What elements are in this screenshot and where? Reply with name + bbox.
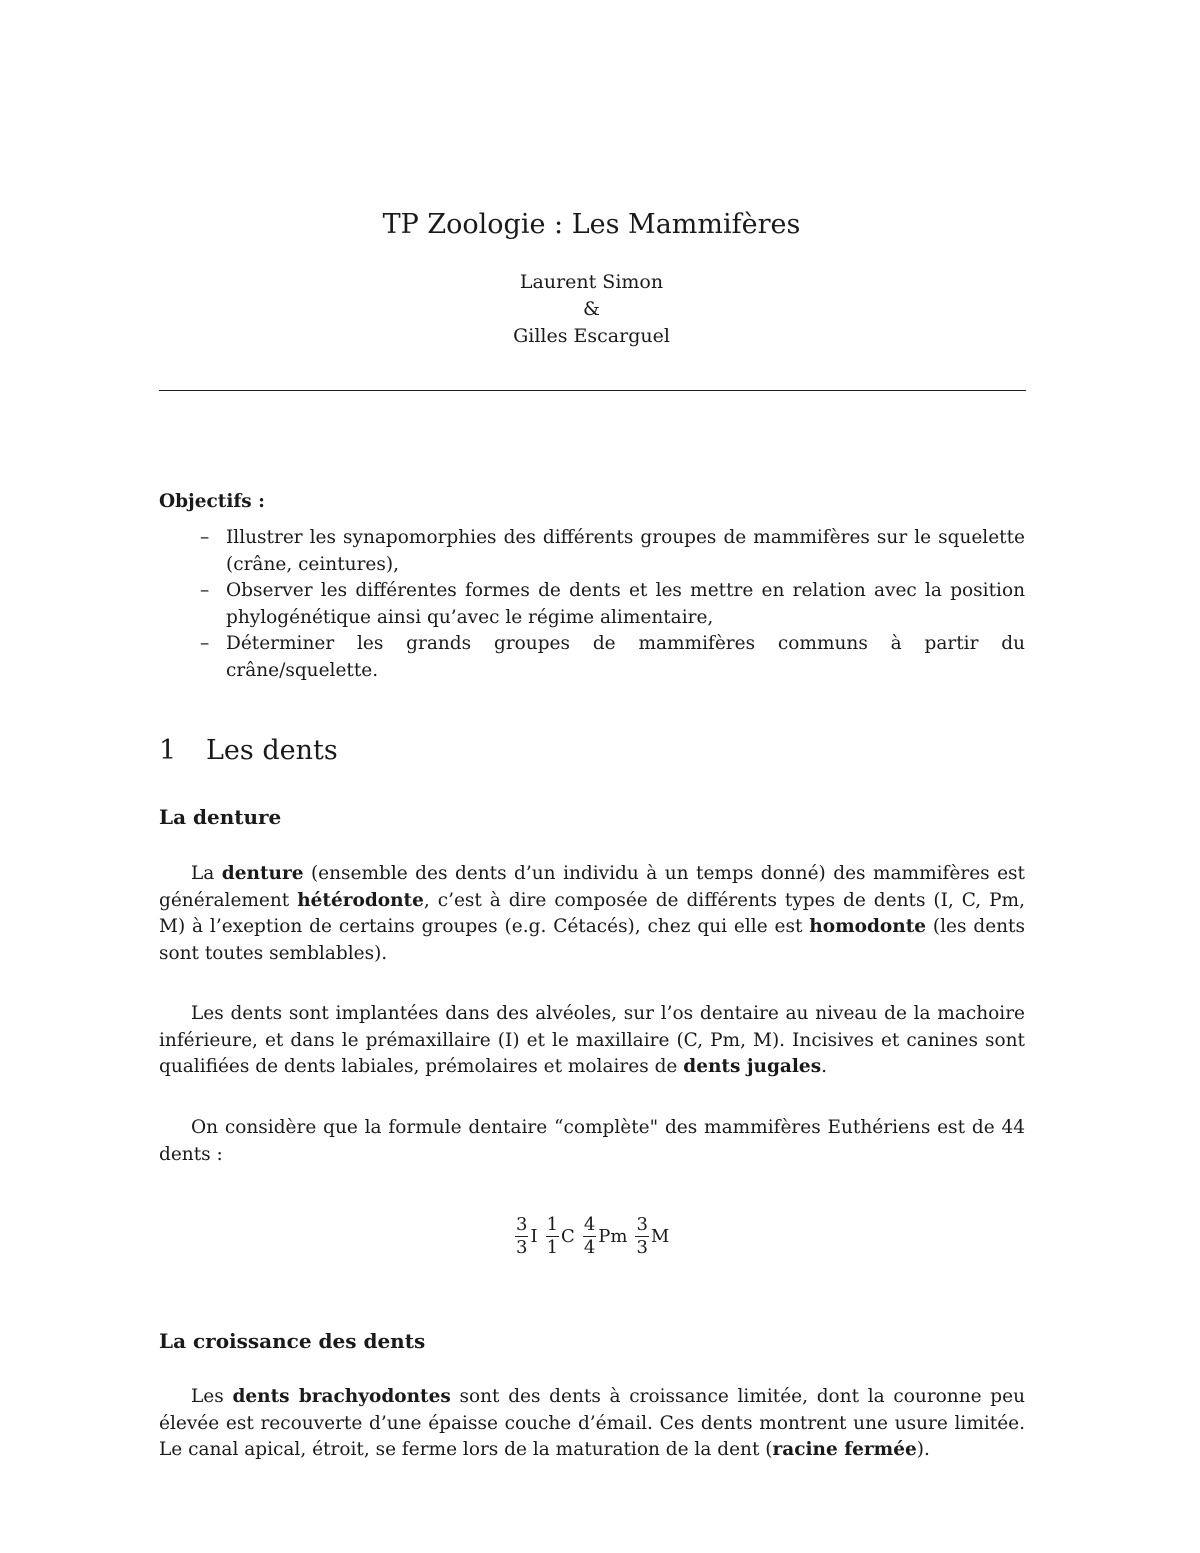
- term-dents-jugales: dents jugales: [683, 1056, 822, 1077]
- formula-numerator: 1: [546, 1213, 559, 1235]
- formula-label: Pm: [598, 1225, 628, 1247]
- text-span: La: [191, 863, 222, 884]
- formula-label: M: [650, 1225, 670, 1247]
- formula-denominator: 3: [636, 1236, 648, 1258]
- paragraph-brachyodontes: [159, 1384, 1025, 1464]
- text-span: ).: [916, 1439, 930, 1460]
- objectives-heading: Objectifs :: [159, 491, 265, 512]
- section-number: 1: [159, 735, 177, 766]
- title-rule: [159, 390, 1026, 391]
- formula-fraction: [546, 1214, 559, 1259]
- text-span: Les: [191, 1386, 233, 1407]
- term-racine-fermee: racine fermée: [772, 1439, 917, 1460]
- formula-denominator: 1: [546, 1236, 559, 1258]
- text-span: (les dents sont toutes semblables).: [159, 916, 1025, 964]
- term-homodonte: homodonte: [809, 916, 927, 937]
- document-title: TP Zoologie : Les Mammifères: [382, 209, 801, 240]
- objective-item: – Observer les différentes formes de dents et les mettre en relation avec la position phylogénétique ainsi qu’avec le régime alimentaire,: [200, 578, 1025, 631]
- paragraph-denture: [159, 861, 1025, 967]
- objective-item: – Illustrer les synapomorphies des différents groupes de mammifères sur le squelette (crâne, ceintures),: [200, 525, 1025, 578]
- paragraph-formula-intro: On considère que la formule dentaire “complète" des mammifères Euthériens est de 44 dents :: [159, 1117, 1025, 1165]
- formula-denominator: 3: [516, 1236, 528, 1258]
- dental-formula: [513, 1208, 675, 1264]
- formula-numerator: 3: [516, 1213, 528, 1235]
- author-1: Laurent Simon: [519, 271, 664, 293]
- section-heading: [159, 733, 1025, 769]
- formula-numerator: 3: [636, 1213, 648, 1235]
- formula-label: I: [530, 1225, 538, 1247]
- paragraph-implantation: [159, 1001, 1025, 1081]
- text-span: Les dents sont implantées dans des alvéoles, sur l’os dentaire au niveau de la machoire inférieure, et dans le prémaxillaire (I) et le maxillaire (C, Pm, M). Incisives et canines sont qualifiées de dents labiales, prémolaires et molaires de: [159, 1003, 1025, 1077]
- formula-fraction: [515, 1214, 528, 1259]
- text-span: , c’est à dire composée de différents types de dents (I, C, Pm, M) à l’exeption de certains groupes (e.g. Cétacés), chez qui elle est: [159, 889, 1025, 937]
- text-span: .: [821, 1056, 827, 1077]
- formula-fraction: [635, 1214, 648, 1259]
- formula-numerator: 4: [583, 1213, 596, 1235]
- formula-fraction: [583, 1214, 596, 1259]
- objectives-list: [200, 525, 1025, 684]
- objective-item: – Déterminer les grands groupes de mammifères communs à partir du crâne/squelette.: [200, 631, 1025, 684]
- term-heterodonte: hétérodonte: [297, 889, 424, 911]
- subsection-heading-croissance: La croissance des dents: [159, 1329, 426, 1353]
- term-denture: denture: [221, 863, 304, 884]
- term-dents-brachyodontes: dents brachyodontes: [232, 1386, 451, 1407]
- section-title: Les dents: [206, 735, 338, 766]
- formula-label: C: [561, 1225, 575, 1247]
- authors-block: [0, 269, 1183, 350]
- formula-denominator: 4: [583, 1236, 596, 1258]
- author-separator: &: [583, 298, 600, 320]
- text-span: sont des dents à croissance limitée, dont la couronne peu élevée est recouverte d’une épaisse couche d’émail. Ces dents montrent une usure limitée. Le canal apical, étroit, se ferme lors de la maturation de la dent (: [159, 1386, 1025, 1460]
- subsection-heading-denture: La denture: [159, 805, 282, 829]
- author-2: Gilles Escarguel: [513, 325, 670, 347]
- text-span: (ensemble des dents d’un individu à un temps donné) des mammifères est généralement: [159, 863, 1025, 911]
